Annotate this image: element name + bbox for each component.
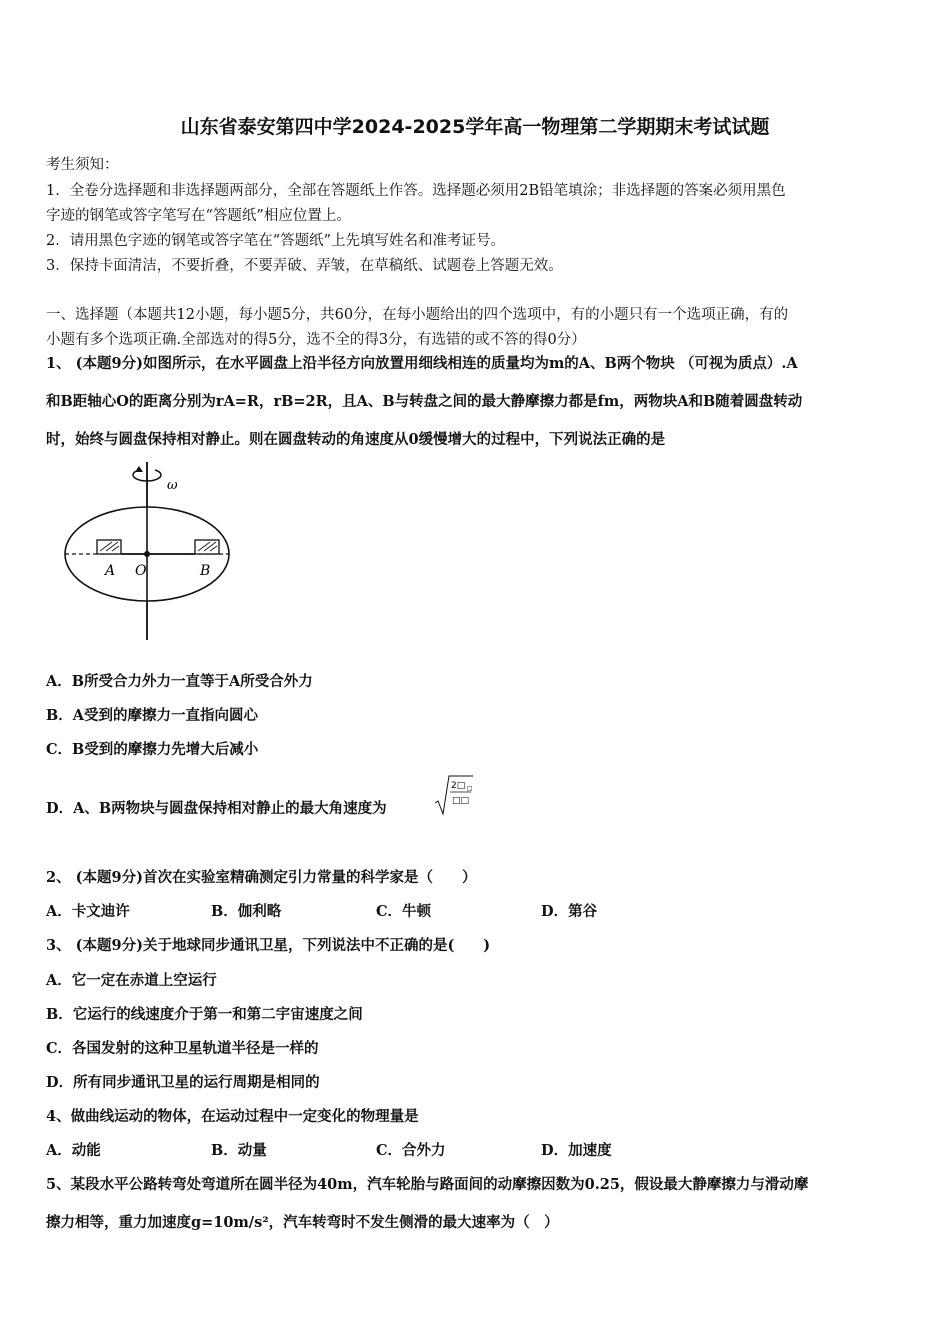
question-5-stem-line-2: 擦力相等，重力加速度g=10m/s²，汽车转弯时不发生侧滑的最大速率为（ ） — [46, 1214, 559, 1231]
sqrt-formula — [434, 774, 474, 816]
omega-label: ω — [167, 478, 178, 493]
formula-numerator: 2□ — [451, 781, 466, 791]
formula-denominator: □□ — [452, 796, 470, 806]
label-o: O — [135, 563, 147, 579]
question-4-stem: 4、做曲线运动的物体，在运动过程中一定变化的物理量是 — [46, 1108, 419, 1125]
axis-center-point — [144, 551, 150, 557]
label-a: A — [105, 563, 116, 579]
question-5-stem-line-1: 5、某段水平公路转弯处弯道所在圆半径为40m，汽车轮胎与路面间的动摩擦因数为0.25，假设最大静摩擦力与滑动摩 — [46, 1176, 809, 1193]
question-1-option-b: B．A受到的摩擦力一直指向圆心 — [46, 707, 259, 724]
question-4-option-c: C．合外力 — [376, 1142, 446, 1159]
notice-item-1-line-1: 1．全卷分选择题和非选择题两部分，全部在答题纸上作答。选择题必须用2B铅笔填涂；非选择题的答案必须用黑色 — [46, 183, 786, 199]
question-1-option-c: C．B受到的摩擦力先增大后减小 — [46, 741, 259, 758]
question-1-stem-line-1: 1、 (本题9分)如图所示，在水平圆盘上沿半径方向放置用细线相连的质量均为m的A、B两个物块 （可视为质点）.A — [46, 355, 798, 372]
question-1-option-a: A．B所受合力外力一直等于A所受合外力 — [46, 673, 313, 690]
question-3-stem: 3、 (本题9分)关于地球同步通讯卫星，下列说法中不正确的是( ) — [46, 937, 491, 954]
question-3-option-b: B．它运行的线速度介于第一和第二宇宙速度之间 — [46, 1006, 363, 1023]
question-3-option-c: C．各国发射的这种卫星轨道半径是一样的 — [46, 1040, 319, 1057]
notice-item-1-line-2: 字迹的钢笔或答字笔写在“答题纸”相应位置上。 — [46, 208, 351, 224]
formula-subscript: □ — [467, 785, 473, 792]
question-4-option-d: D．加速度 — [541, 1142, 612, 1159]
question-2-options — [46, 900, 706, 921]
question-2-stem: 2、 (本题9分)首次在实验室精确测定引力常量的科学家是（ ） — [46, 869, 477, 886]
rotation-arrow-head-icon — [135, 466, 143, 472]
question-1-stem-line-2: 和B距轴心O的距离分别为rA=R，rB=2R，且A、B与转盘之间的最大静摩擦力都是fm，两物块A和B随着圆盘转动 — [46, 393, 803, 410]
rotating-disk-figure — [55, 458, 245, 643]
notice-item-3: 3．保持卡面清洁，不要折叠，不要弄破、弄皱，在草稿纸、试题卷上答题无效。 — [46, 258, 563, 274]
question-4-option-b: B．动量 — [211, 1142, 267, 1159]
question-4-option-a: A．动能 — [46, 1142, 101, 1159]
notice-heading: 考生须知： — [46, 157, 119, 173]
section-heading-line-2: 小题有多个选项正确.全部选对的得5分，选不全的得3分，有选错的或不答的得0分） — [46, 332, 586, 348]
question-2-option-a: A．卡文迪许 — [46, 903, 130, 920]
page-title: 山东省泰安第四中学2024-2025学年高一物理第二学期期末考试试题 — [180, 116, 770, 138]
question-1-stem-line-3: 时，始终与圆盘保持相对静止。则在圆盘转动的角速度从0缓慢增大的过程中，下列说法正确的是 — [46, 431, 666, 448]
question-2-option-b: B．伽利略 — [211, 903, 282, 920]
question-2-option-c: C．牛顿 — [376, 903, 432, 920]
question-1-option-d: D．A、B两物块与圆盘保持相对静止的最大角速度为 — [46, 800, 387, 817]
question-4-options — [46, 1139, 706, 1160]
question-2-option-d: D．第谷 — [541, 903, 598, 920]
notice-item-2: 2．请用黑色字迹的钢笔或答字笔在“答题纸”上先填写姓名和准考证号。 — [46, 233, 506, 249]
label-b: B — [200, 563, 211, 579]
question-3-option-d: D．所有同步通讯卫星的运行周期是相同的 — [46, 1074, 320, 1091]
question-3-option-a: A．它一定在赤道上空运行 — [46, 972, 217, 989]
section-heading-line-1: 一、选择题（本题共12小题，每小题5分，共60分，在每小题给出的四个选项中，有的小题只有一个选项正确，有的 — [46, 307, 789, 323]
